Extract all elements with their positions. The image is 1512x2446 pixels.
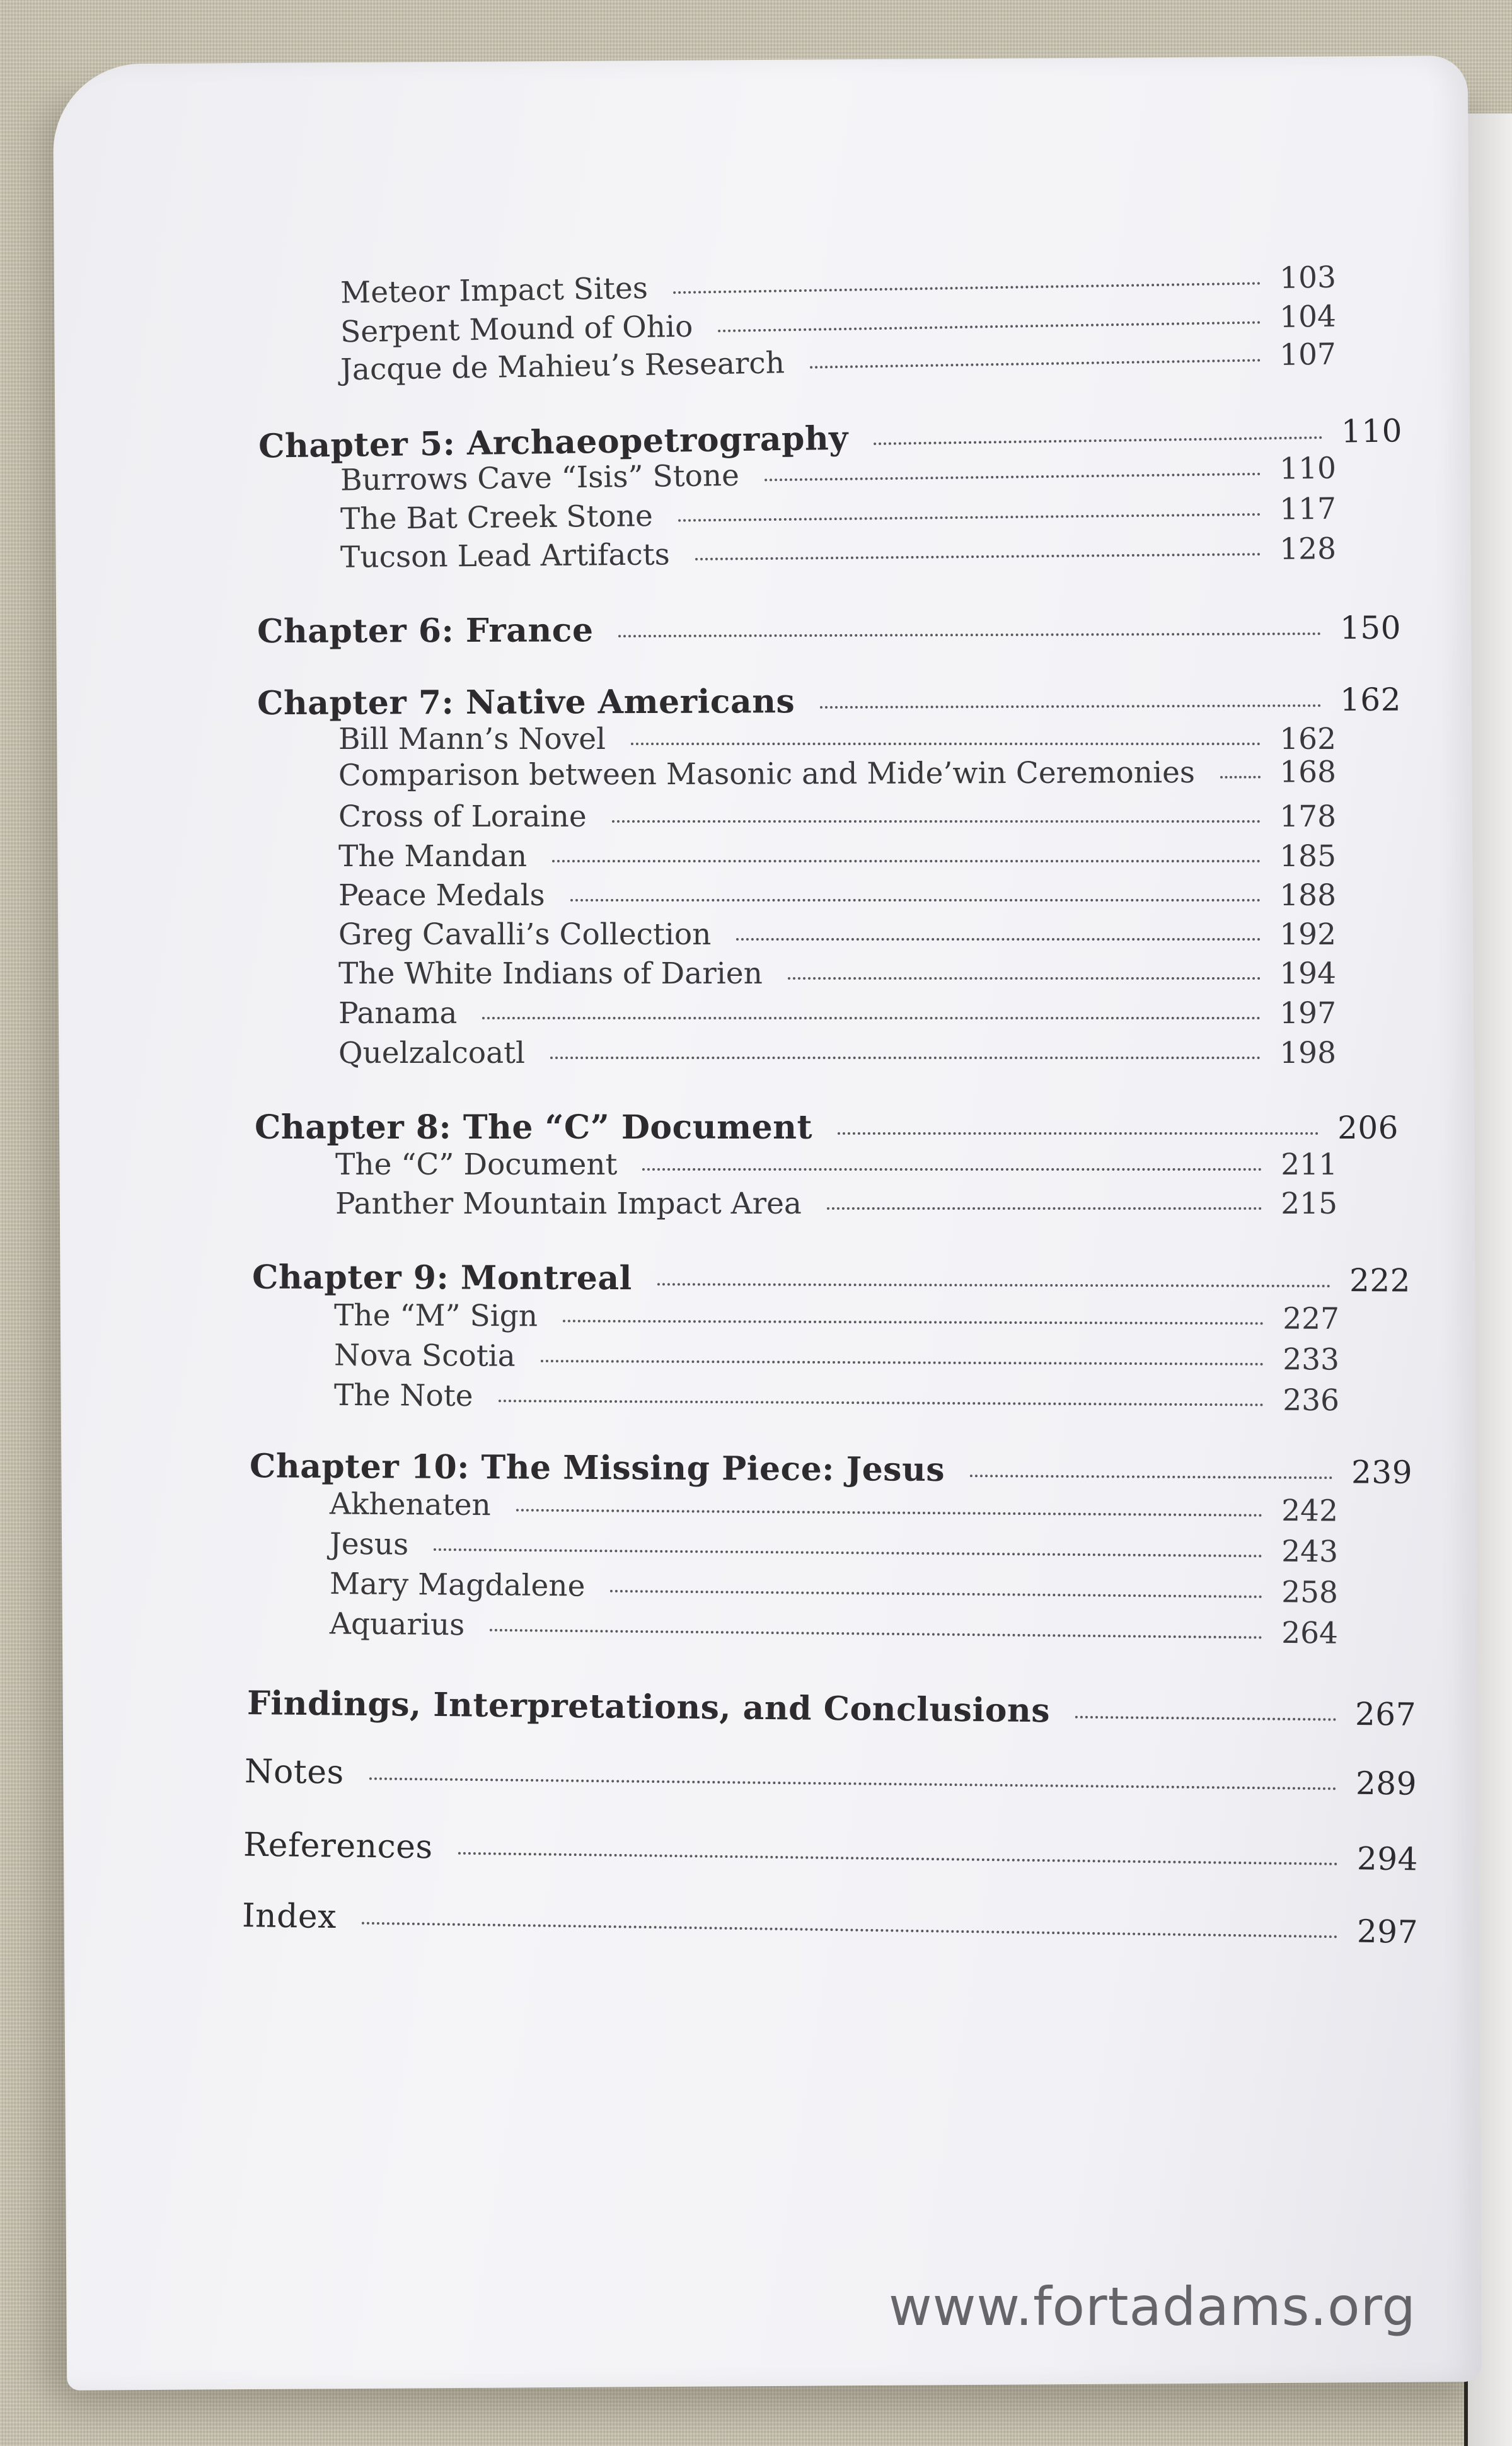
- toc-chapter: [252, 1258, 1411, 1300]
- dot-leader: [552, 860, 1261, 862]
- dot-leader: [678, 513, 1261, 522]
- dot-leader: [482, 1017, 1261, 1019]
- toc-entry-page: 104: [1279, 299, 1337, 335]
- toc-entry-page: 198: [1279, 1036, 1336, 1070]
- toc-entry-page: 194: [1279, 956, 1336, 991]
- toc-entry: [338, 878, 1336, 913]
- dot-leader: [498, 1400, 1264, 1406]
- dot-leader: [563, 1319, 1264, 1324]
- toc-entry-page: 242: [1281, 1493, 1339, 1529]
- toc-entry-page: 258: [1281, 1575, 1339, 1610]
- dot-leader: [673, 282, 1261, 294]
- toc-entry-title: Akhenaten: [329, 1487, 491, 1523]
- toc-entry-title: Jacque de Mahieu’s Research: [340, 345, 785, 388]
- toc-entry-title: Cross of Loraine: [338, 799, 587, 834]
- toc-chapter-page: 110: [1341, 412, 1403, 450]
- dot-leader: [810, 359, 1261, 368]
- toc-chapter-page: 267: [1354, 1695, 1417, 1733]
- dot-leader: [788, 977, 1261, 980]
- toc-entry-title: Serpent Mound of Ohio: [340, 309, 693, 350]
- toc-chapter-page: 206: [1337, 1110, 1399, 1146]
- dot-leader: [718, 321, 1261, 332]
- dot-leader: [570, 899, 1261, 901]
- toc-entry-page: 162: [1279, 722, 1336, 756]
- dot-leader: [610, 1590, 1262, 1598]
- toc-chapter-title: Chapter 5: Archaeopetrography: [258, 419, 849, 466]
- toc-entry: [330, 1567, 1338, 1610]
- toc-entry: [340, 531, 1336, 575]
- dot-leader: [970, 1475, 1332, 1479]
- toc-entry-page: 197: [1279, 996, 1336, 1031]
- dot-leader: [827, 1207, 1262, 1210]
- toc-entry: [330, 1606, 1338, 1650]
- dot-leader: [736, 938, 1261, 941]
- toc-entry-page: 103: [1279, 260, 1337, 296]
- toc-entry-title: Tucson Lead Artifacts: [340, 537, 670, 575]
- watermark-url: www.fortadams.org: [889, 2276, 1416, 2338]
- toc-entry-title: Nova Scotia: [333, 1338, 516, 1374]
- toc-back-matter-page: 294: [1356, 1840, 1419, 1878]
- dot-leader: [838, 1132, 1319, 1135]
- toc-entry: [338, 839, 1336, 874]
- toc-entry-title: Meteor Impact Sites: [340, 270, 649, 311]
- toc-chapter: [255, 1108, 1399, 1147]
- dot-leader: [516, 1509, 1262, 1516]
- toc-back-matter: [245, 1753, 1417, 1802]
- toc-entry: [338, 996, 1336, 1031]
- toc-entry: [340, 492, 1336, 537]
- toc-entry-title: Jesus: [329, 1526, 409, 1562]
- toc-entry-page: 233: [1283, 1342, 1340, 1377]
- dot-leader: [612, 820, 1261, 823]
- toc-chapter-title: Chapter 10: The Missing Piece: Jesus: [249, 1447, 945, 1489]
- toc-chapter-page: 222: [1349, 1262, 1411, 1299]
- toc-back-matter-title: Index: [241, 1896, 337, 1937]
- toc-chapter-page: 150: [1339, 609, 1402, 647]
- toc-entry: [335, 1186, 1337, 1221]
- toc-entry-page: 178: [1279, 799, 1336, 834]
- toc-entry-page: 243: [1281, 1534, 1339, 1570]
- dot-leader: [820, 704, 1321, 709]
- dot-leader: [874, 436, 1322, 445]
- toc-back-matter-title: References: [243, 1826, 434, 1867]
- toc-entry-page: 107: [1279, 337, 1337, 373]
- dot-leader: [458, 1852, 1338, 1865]
- toc-entry-title: The Bat Creek Stone: [340, 499, 654, 537]
- toc-entry: [338, 1036, 1336, 1070]
- dot-leader: [1075, 1716, 1336, 1721]
- toc-entry-title: Mary Magdalene: [329, 1567, 586, 1604]
- dot-leader: [550, 1057, 1261, 1059]
- toc-entry: [338, 722, 1336, 756]
- toc-chapter-page: 162: [1339, 681, 1402, 719]
- toc-entry-title: Panther Mountain Impact Area: [335, 1186, 802, 1221]
- toc-chapter: [257, 608, 1401, 651]
- toc-entry-page: 215: [1281, 1186, 1337, 1221]
- dot-leader: [362, 1922, 1338, 1939]
- toc-entry-title: The White Indians of Darien: [338, 956, 763, 991]
- dot-leader: [490, 1629, 1262, 1639]
- dot-leader: [434, 1548, 1262, 1557]
- toc-chapter-title: Chapter 8: The “C” Document: [255, 1108, 813, 1147]
- dot-leader: [657, 1283, 1330, 1287]
- toc-entry-title: Panama: [338, 996, 458, 1031]
- dot-leader: [765, 473, 1261, 482]
- toc-chapter-page: 239: [1351, 1454, 1413, 1491]
- toc-chapter-title: Findings, Interpretations, and Conclusions: [246, 1684, 1051, 1730]
- toc-entry-page: 211: [1281, 1147, 1337, 1182]
- dot-leader: [631, 743, 1261, 745]
- toc-entry-page: 227: [1283, 1301, 1340, 1336]
- toc-entry: [334, 1298, 1339, 1336]
- toc-entry-title: The “C” Document: [335, 1147, 618, 1182]
- toc-entry: [338, 917, 1336, 952]
- toc-entry-page: 236: [1283, 1382, 1340, 1418]
- toc-entry: [338, 755, 1336, 793]
- dot-leader: [619, 632, 1322, 637]
- toc-entry-page: 188: [1279, 878, 1336, 913]
- toc-entry-page: 110: [1279, 451, 1337, 487]
- toc-entry: [330, 1527, 1338, 1570]
- toc-back-matter-page: 297: [1356, 1913, 1419, 1951]
- toc-chapter: [250, 1447, 1412, 1492]
- toc-entry-page: 168: [1279, 755, 1337, 790]
- toc-entry-title: Comparison between Masonic and Mide’win Ceremonies: [338, 755, 1196, 793]
- toc-entry-title: Aquarius: [329, 1606, 465, 1643]
- toc-chapter-title: Chapter 7: Native Americans: [257, 682, 795, 723]
- toc-entry-title: Burrows Cave “Isis” Stone: [340, 458, 740, 498]
- toc-entry-title: Peace Medals: [338, 878, 545, 913]
- toc-entry: [334, 1378, 1339, 1418]
- toc-back-matter: [243, 1826, 1419, 1879]
- toc-entry: [338, 956, 1336, 991]
- toc-entry-title: The Note: [333, 1377, 473, 1413]
- toc-back-matter-title: Notes: [244, 1753, 345, 1792]
- toc-entry: [335, 1147, 1337, 1182]
- toc-entry-title: Greg Cavalli’s Collection: [338, 917, 712, 952]
- toc-entry-page: 264: [1281, 1615, 1339, 1651]
- toc-entry-title: Bill Mann’s Novel: [338, 722, 606, 756]
- toc-chapter-title: Chapter 9: Montreal: [251, 1258, 632, 1298]
- toc-entry: [330, 1487, 1338, 1528]
- toc-entry: [334, 1338, 1339, 1377]
- toc-chapter: [257, 680, 1401, 722]
- toc-chapter-title: Chapter 6: France: [257, 611, 594, 651]
- toc-entry-title: Quelzalcoatl: [338, 1036, 526, 1070]
- dot-leader: [369, 1777, 1337, 1790]
- dot-leader: [642, 1168, 1262, 1171]
- toc-entry-page: 192: [1279, 917, 1336, 952]
- toc-chapter: [247, 1684, 1417, 1734]
- toc-back-matter: [242, 1897, 1419, 1951]
- toc-entry-title: The Mandan: [338, 839, 528, 874]
- toc-entry-title: The “M” Sign: [333, 1298, 538, 1334]
- toc-entry-page: 128: [1279, 531, 1337, 567]
- toc-back-matter-page: 289: [1355, 1765, 1417, 1802]
- dot-leader: [541, 1360, 1264, 1365]
- toc-entry: [338, 799, 1336, 834]
- toc-entry-page: 117: [1279, 491, 1337, 527]
- toc-entry-page: 185: [1279, 839, 1336, 874]
- dot-leader: [695, 553, 1261, 560]
- dot-leader: [1220, 776, 1261, 779]
